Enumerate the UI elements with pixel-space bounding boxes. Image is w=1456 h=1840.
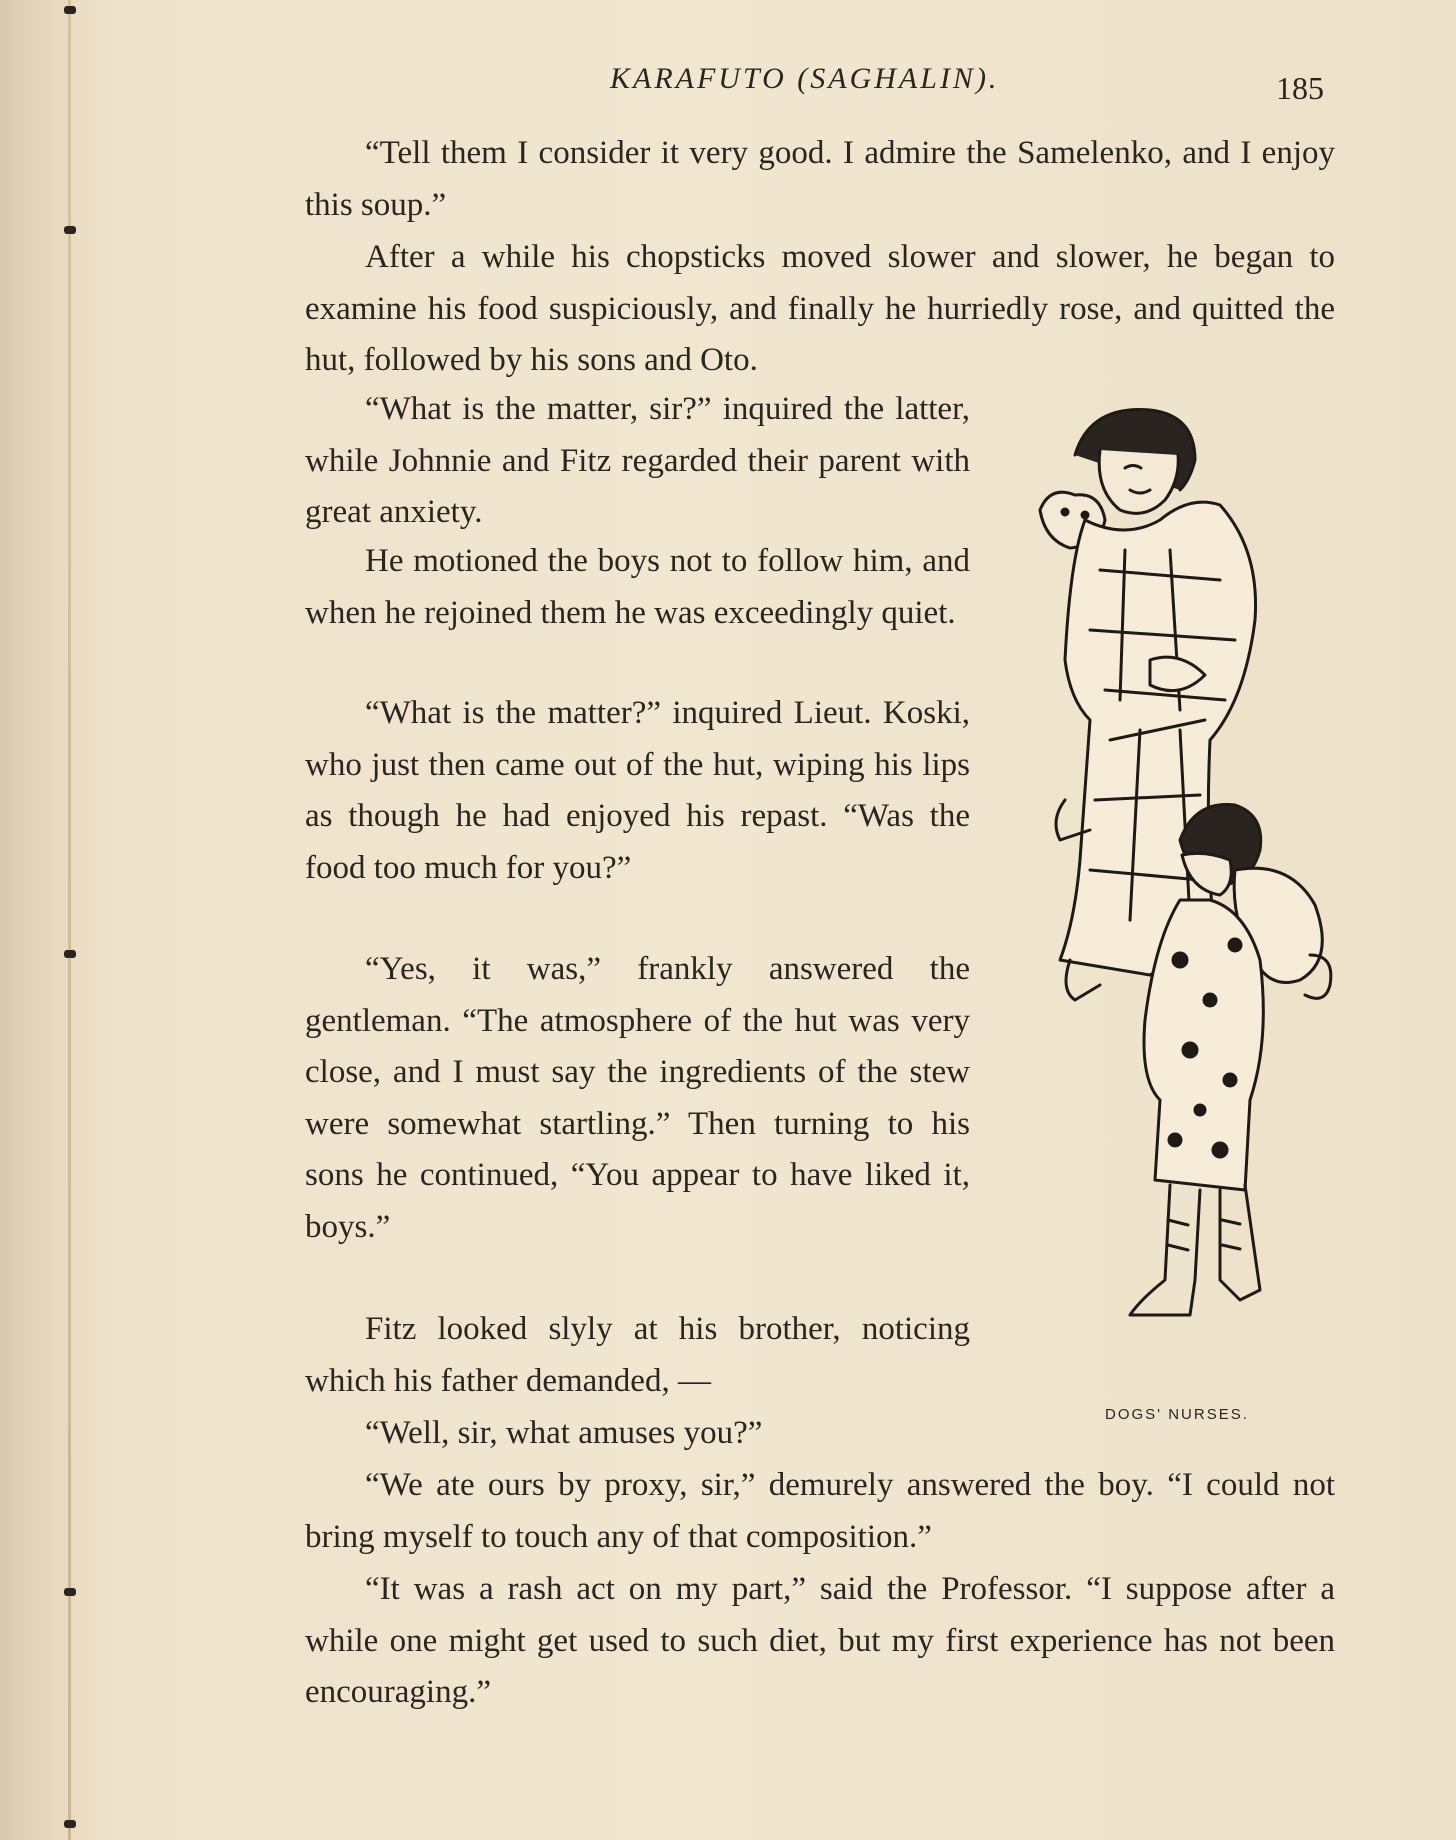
paragraph: Fitz looked slyly at his brother, noticing which his father demanded, — — [305, 1311, 970, 1399]
dogs-nurses-illustration — [1030, 400, 1340, 1380]
page-header — [300, 58, 1340, 108]
running-title: KARAFUTO (SAGHALIN). — [610, 62, 1000, 95]
page-number: 185 — [1276, 70, 1324, 106]
paragraph: “Tell them I consider it very good. I admire the Samelenko, and I enjoy this soup.” — [305, 135, 1335, 223]
paragraph: After a while his chopsticks moved slower and slower, he began to examine his food suspiciously, and finally he hurriedly rose, and quitted the hut, followed by his sons and Oto. — [305, 239, 1335, 378]
binding-stitch — [64, 950, 76, 958]
binding-thread — [68, 0, 71, 1840]
paragraph: “What is the matter, sir?” inquired the latter, while Johnnie and Fitz regarded their parent with great anxiety. — [305, 391, 970, 530]
figure-caption: DOGS' NURSES. — [1105, 1406, 1249, 1423]
binding-stitch — [64, 226, 76, 234]
binding-stitch — [64, 1588, 76, 1596]
paragraph: “Well, sir, what amuses you?” — [365, 1415, 763, 1451]
paragraph: “It was a rash act on my part,” said the Professor. “I suppose after a while one might get used to such diet, but my first experience has not been encouraging.” — [305, 1571, 1335, 1710]
paragraph: “We ate ours by proxy, sir,” demurely answered the boy. “I could not bring myself to touch any of that composition.” — [305, 1467, 1335, 1555]
paragraph: “Yes, it was,” frankly answered the gentleman. “The atmosphere of the hut was very close, and I must say the ingredients of the stew were somewhat startling.” Then turning to his sons he continued, “You appear to have liked it, boys.” — [305, 951, 970, 1245]
binding-stitch — [64, 1820, 76, 1828]
binding-stitch — [64, 6, 76, 14]
paragraph: He motioned the boys not to follow him, and when he rejoined them he was exceedingly quiet. — [305, 543, 970, 631]
paragraph: “What is the matter?” inquired Lieut. Koski, who just then came out of the hut, wiping his lips as though he had enjoyed his repast. “Was the food too much for you?” — [305, 695, 970, 886]
